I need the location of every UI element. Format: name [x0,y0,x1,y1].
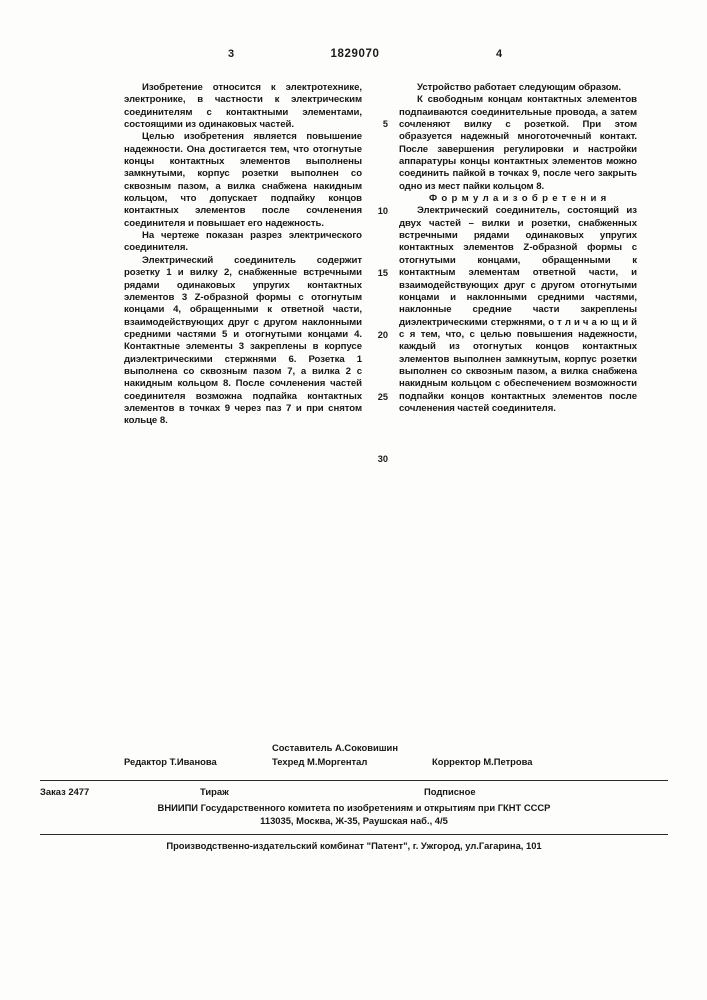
paragraph: Изобретение относится к электротехнике, электронике, в частности к электрическим соединителям с контактными элементами, состоящими из одинаковых частей. [124,82,362,131]
column-number-right: 4 [496,48,503,60]
order-number: Заказ 2477 [40,786,90,797]
techred-credit: Техред М.Моргентал [272,756,368,767]
line-number: 15 [377,268,388,278]
line-number: 5 [382,119,388,129]
footer-order-row [0,786,707,800]
column-number-left: 3 [228,48,235,60]
paragraph: Электрический соединитель содержит розетку 1 и вилку 2, снабженные встречными рядами одинаковых упругих контактных элементов 3 Z-образной формы с отогнутым концами 4, обращенными к ответной части, взаимодействующих друг с другом наклонными средними частями 5 и отогнутыми концами 4. Контактные элементы 3 закреплены в корпусе диэлектрическими стержнями 6. Розетка 1 выполнена со сквозным пазом 7, а вилка 2 с накидным кольцом 8. После сочленения частей соединителя возможна подпайка контактных элементов в точках 9 через паз 7 и при снятом кольце 8. [124,254,362,427]
compiler-credit: Составитель А.Соковишин [272,742,398,753]
text-column-left [124,82,362,428]
patent-number: 1829070 [330,48,380,60]
line-number: 10 [377,206,388,216]
editor-credit: Редактор Т.Иванова [124,756,217,767]
print-run: Тираж [200,786,229,797]
paragraph: Устройство работает следующим образом. [417,82,622,93]
corrector-credit: Корректор М.Петрова [432,756,533,767]
publisher-address [40,802,668,827]
line-number: 30 [377,454,388,464]
printing-plant: Производственно-издательский комбинат "Патент", г. Ужгород, ул.Гагарина, 101 [166,840,542,851]
paragraph: Целью изобретения является повышение надежности. Она достигается тем, что отогнутые концы контактных элементов выполнены замкнутыми, корпус розетки выполнен со сквозным пазом, а вилка снабжена накидным кольцом, что допускает подпайку концов контактных элементов после сочленения соединителя и повышает его надежность. [124,131,362,229]
claim-text: Электрический соединитель, состоящий из двух частей – вилки и розетки, снабженных встречными рядами одинаковых упругих контактных элементов Z-образной формы с отогнутыми концами, обращенными к контактным элементам ответной части, и взаимодействующих друг с другом отогнутыми концами и наклонными средними частями, наклонные средние части закреплены диэлектрическими стержнями, о т л и ч а ю щ и й с я тем, что, с целью повышения надежности, каждый из отогнутых концов контактных элементов выполнен замкнутым, корпус розетки выполнен со сквозным пазом, а вилка снабжена накидным кольцом с обеспечением возможности подпайки концов контактных элементов после сочленения частей соединителя. [399,205,637,414]
page-header [0,48,707,64]
subscription-label: Подписное [424,786,476,797]
footer-divider-bottom [40,834,668,835]
claims-heading: Ф о р м у л а и з о б р е т е н и я [428,193,608,205]
footer-roles-row [0,756,707,770]
paragraph: К свободным концам контактных элементов подпаиваются соединительные провода, а затем сочленяют вилку с розеткой. При этом образуется надежный многоточечный контакт. После завершения регулировки и настройки аппаратуры концы контактных элементов можно соединить пайкой в точках 9, после чего закрыть одно из мест пайки кольцом 8. [399,94,637,192]
publisher-line-1: ВНИИПИ Государственного комитета по изобретениям и открытиям при ГКНТ СССР [157,802,551,813]
paragraph: На чертеже показан разрез электрического соединителя. [124,230,362,254]
footer-divider-top [40,780,668,781]
line-number: 20 [377,330,388,340]
line-number: 25 [377,392,388,402]
publisher-line-2: 113035, Москва, Ж-35, Раушская наб., 4/5 [260,814,448,826]
text-column-right [399,82,637,415]
